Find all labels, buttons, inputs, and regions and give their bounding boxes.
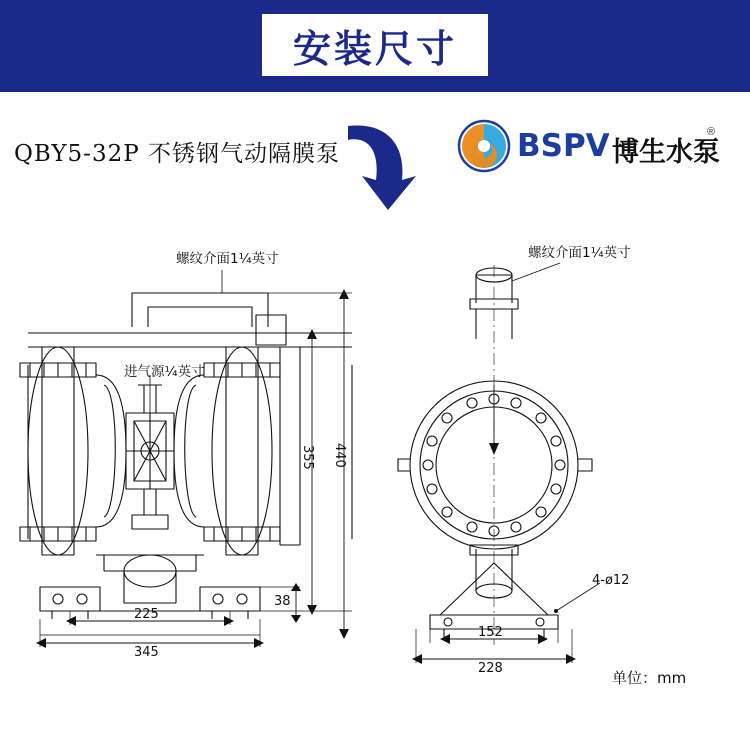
dim-38: 38 bbox=[274, 594, 291, 609]
logo-brand-en: BSPV bbox=[517, 128, 610, 164]
label-thread-top-side: 螺纹介面1¼英寸 bbox=[528, 245, 631, 261]
dim-152: 152 bbox=[478, 625, 503, 640]
down-arrow-icon bbox=[330, 118, 420, 218]
product-subtitle: QBY5-32P 不锈钢气动隔膜泵 bbox=[14, 141, 340, 167]
brand-logo bbox=[455, 118, 725, 180]
dim-440: 440 bbox=[332, 443, 347, 468]
header-banner bbox=[0, 0, 750, 92]
dimension-drawing bbox=[0, 215, 750, 695]
header-title-plate bbox=[262, 14, 488, 76]
label-bolt-holes: 4-ø12 bbox=[592, 573, 630, 588]
trademark-mark: ® bbox=[707, 126, 716, 138]
bspv-swirl-icon bbox=[455, 118, 513, 176]
dim-225: 225 bbox=[134, 607, 159, 622]
dim-228: 228 bbox=[478, 661, 503, 676]
dim-355: 355 bbox=[300, 445, 315, 470]
unit-note: 单位：mm bbox=[612, 669, 687, 687]
label-thread-top-front: 螺纹介面1¼英寸 bbox=[176, 251, 279, 267]
dim-345: 345 bbox=[134, 645, 159, 660]
page-title: 安装尺寸 bbox=[292, 26, 457, 71]
logo-brand-cn: 博生水泵 bbox=[612, 137, 720, 168]
drawing-canvas bbox=[0, 215, 750, 695]
label-air-inlet: 进气源¼英寸 bbox=[124, 364, 205, 380]
